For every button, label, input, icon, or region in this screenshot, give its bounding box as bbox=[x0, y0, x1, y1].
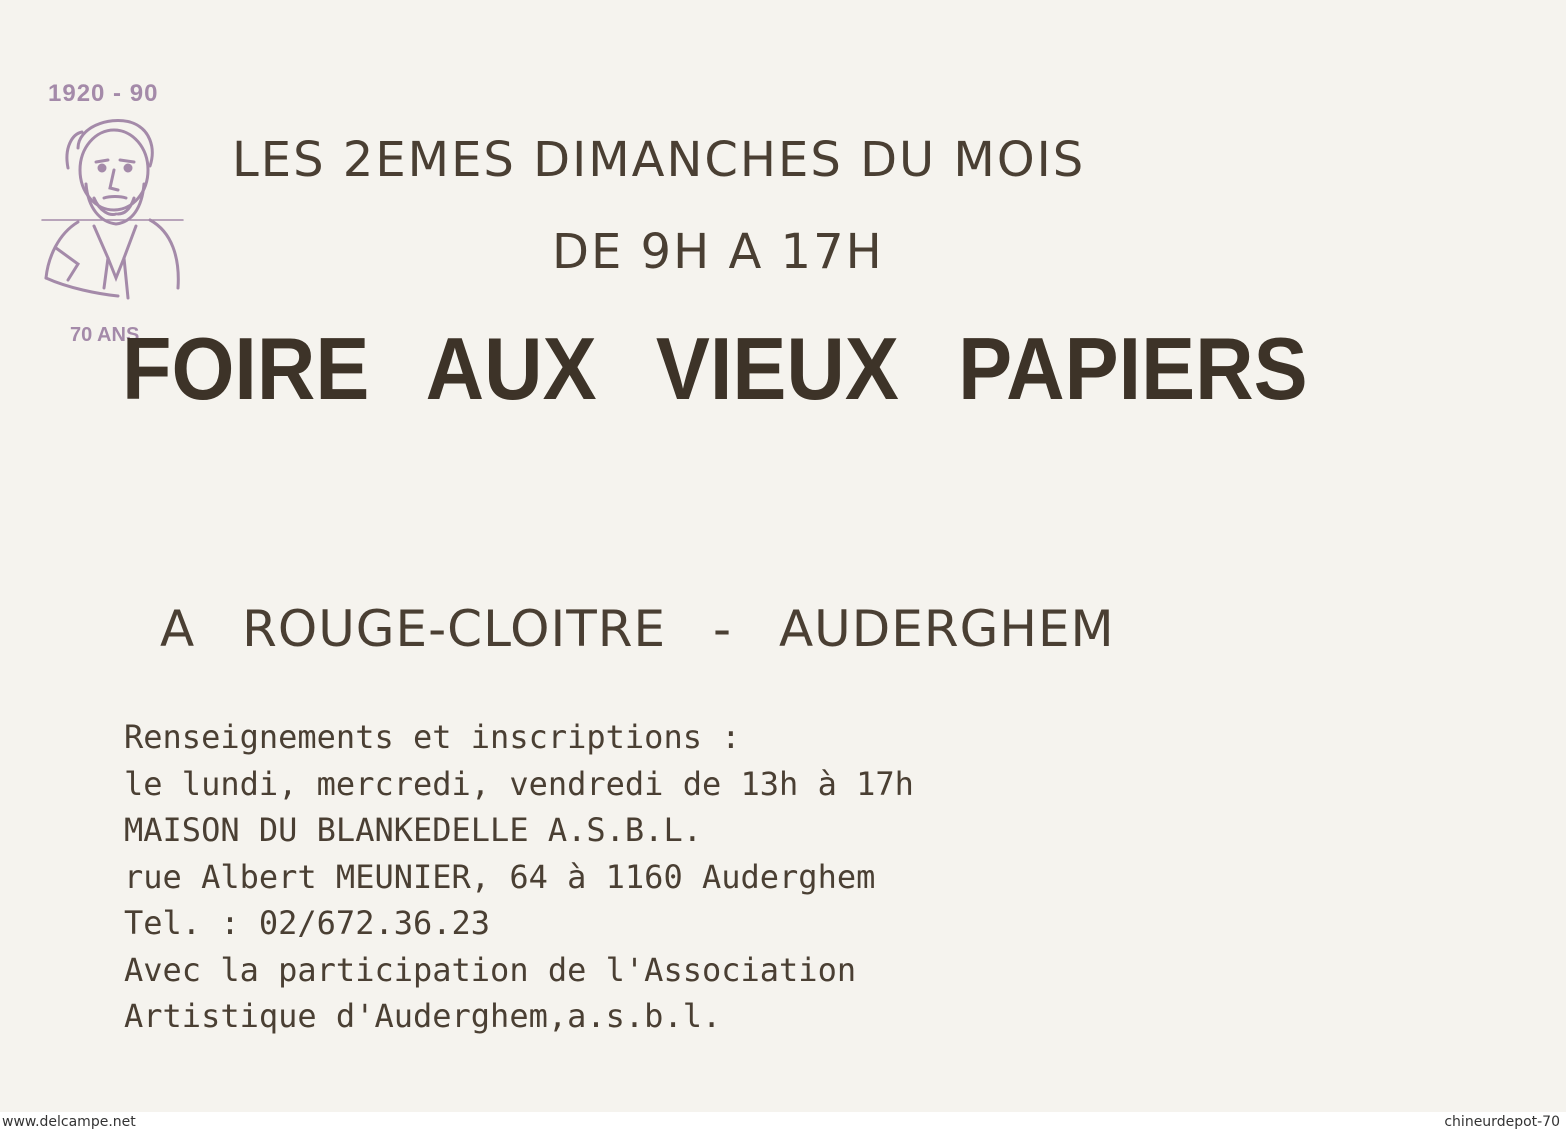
info-line: Artistique d'Auderghem,a.s.b.l. bbox=[124, 997, 722, 1035]
location-heading: A ROUGE-CLOITRE - AUDERGHEM bbox=[160, 600, 1115, 658]
info-line: Tel. : 02/672.36.23 bbox=[124, 904, 491, 942]
footer-source-link[interactable]: www.delcampe.net bbox=[2, 1114, 136, 1130]
info-line: MAISON DU BLANKEDELLE A.S.B.L. bbox=[124, 811, 702, 849]
info-line: Avec la participation de l'Association bbox=[124, 950, 857, 989]
event-title: FOIRE AUX VIEUX PAPIERS bbox=[122, 319, 1308, 418]
info-line: le lundi, mercredi, vendredi de 13h à 17h bbox=[124, 764, 914, 803]
stamp-years: 1920 - 90 bbox=[48, 80, 159, 107]
footer-band bbox=[0, 1112, 1566, 1131]
info-block bbox=[124, 714, 914, 1040]
stamp-anniversary: 70 ANS bbox=[70, 324, 140, 346]
schedule-heading: LES 2EMES DIMANCHES DU MOIS bbox=[232, 132, 1086, 188]
portrait-stamp-icon bbox=[38, 108, 188, 308]
hours-heading: DE 9H A 17H bbox=[552, 224, 884, 280]
footer-seller: chineurdepot-70 bbox=[1444, 1114, 1560, 1130]
info-line: Renseignements et inscriptions : bbox=[124, 718, 741, 756]
info-line: rue Albert MEUNIER, 64 à 1160 Auderghem bbox=[124, 857, 876, 896]
